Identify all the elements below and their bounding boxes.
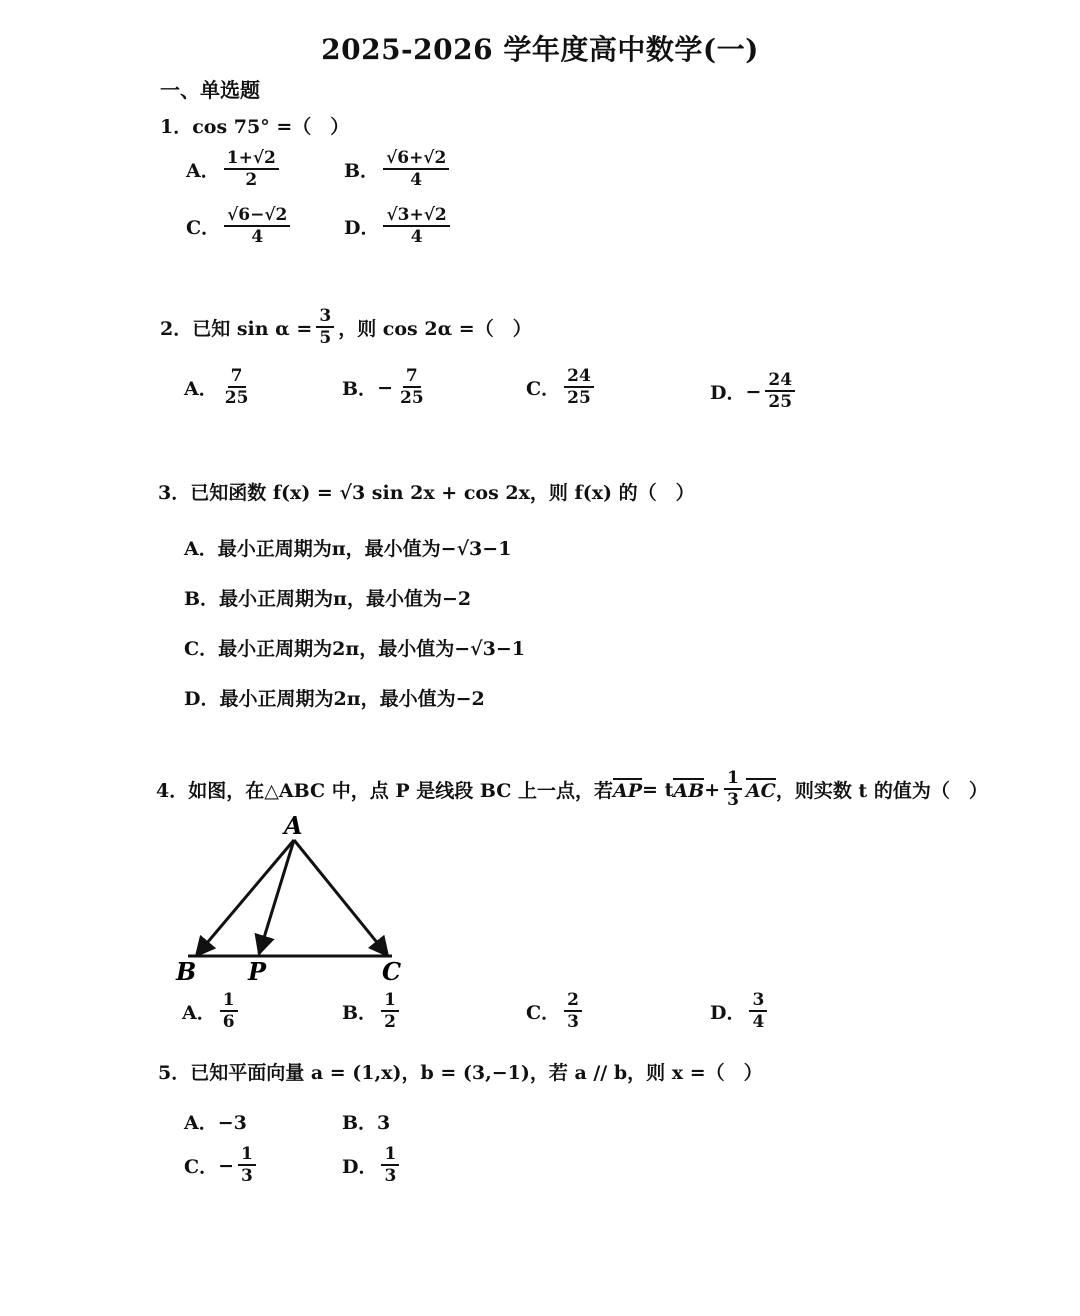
q4-option-c: [526, 990, 586, 1034]
q3-option-c: C．最小正周期为2π，最小值为−√3−1: [184, 638, 526, 660]
fraction: $\frac{7}{25}$: [399, 366, 424, 409]
q5-option-d: [342, 1144, 403, 1188]
option-label: A．: [186, 160, 220, 183]
triangle-figure: [170, 810, 420, 990]
fraction: $\frac{1}{3}$: [238, 1144, 256, 1188]
fraction: $\frac{2}{3}$: [564, 990, 582, 1034]
fraction: $\frac{√3+√2}{4}$: [383, 205, 449, 249]
arrow-ap: [259, 840, 294, 954]
q4-option-a: [182, 990, 242, 1034]
q4-option-b: [342, 990, 403, 1034]
option-label: C．: [184, 1156, 219, 1179]
arrow-ac: [294, 840, 388, 956]
option-label: D．: [342, 1156, 378, 1179]
fraction: $\frac{√6+√2}{4}$: [383, 148, 449, 192]
fraction: $\frac{1}{3}$: [724, 768, 742, 812]
q1-option-a: [186, 148, 283, 192]
fraction: $\frac{1}{3}$: [381, 1144, 399, 1188]
option-label: C．: [526, 378, 561, 401]
option-label: D．: [344, 217, 380, 240]
q5-stem: 5．已知平面向量 a = (1,x)，b = (3,−1)，若 a // b，则 x =（ ）: [158, 1062, 763, 1084]
q2-option-a: [184, 366, 255, 410]
vector-ab: AB: [673, 779, 705, 802]
vector-ac: AC: [745, 779, 776, 802]
q3-option-d: D．最小正周期为2π，最小值为−2: [184, 688, 485, 710]
q5-option-c: C． − $\frac{1}{3}$: [184, 1144, 260, 1188]
section-heading: 一、单选题: [160, 78, 260, 102]
fraction: $\frac{7}{25}$: [224, 366, 249, 409]
option-label: D．: [710, 382, 746, 405]
q2-stem: 2．已知 sin α = $\frac{3}{5}$ ，则 cos 2α =（ ）: [160, 306, 532, 349]
q2-option-b: B． − $\frac{7}{25}$: [342, 366, 431, 410]
fraction: $\frac{√6-√2}{4}$: [224, 205, 290, 249]
fraction: $\frac{3}{4}$: [749, 990, 767, 1034]
q3-stem: 3．已知函数 f(x) = √3 sin 2x + cos 2x，则 f(x) 的（ ）: [158, 482, 695, 504]
vertex-label-a: A: [284, 811, 303, 840]
fraction: $\frac{3}{5}$: [316, 306, 334, 350]
q5-option-b: B．3: [342, 1112, 391, 1134]
point-label-p: P: [248, 957, 267, 986]
option-label: B．: [344, 160, 380, 183]
fraction: $\frac{24}{25}$: [765, 370, 795, 414]
page-title: 2025-2026 学年度高中数学(一): [321, 33, 759, 66]
q1-option-b: [344, 148, 453, 192]
q2-option-c: [526, 366, 598, 410]
q2-option-d: D． − $\frac{24}{25}$: [710, 370, 799, 414]
option-label: B．: [342, 378, 378, 401]
q1-stem: 1．cos 75° =（ ）: [160, 116, 350, 138]
option-label: C．: [186, 217, 221, 240]
q4-option-d: [710, 990, 771, 1034]
option-label: A．: [182, 1002, 216, 1025]
fraction: $\frac{1+√2}{2}$: [224, 148, 279, 192]
fraction: $\frac{24}{25}$: [564, 366, 594, 410]
q4-stem: 4．如图，在△ABC 中，点 P 是线段 BC 上一点，若 AP = t AB + $\frac{1}{3}$ AC ，则实数 t 的值为（ ）: [156, 768, 988, 811]
option-label: C．: [526, 1002, 561, 1025]
q5-option-a: A．−3: [184, 1112, 247, 1134]
vector-ap: AP: [613, 779, 643, 802]
fraction: $\frac{1}{6}$: [220, 990, 238, 1034]
q3-option-a: A．最小正周期为π，最小值为−√3−1: [184, 538, 512, 560]
option-label: A．: [184, 378, 218, 401]
q1-option-d: [344, 205, 454, 249]
q3-option-b: B．最小正周期为π，最小值为−2: [184, 588, 472, 610]
q1-option-c: [186, 205, 294, 249]
arrow-ab: [196, 840, 294, 956]
option-label: D．: [710, 1002, 746, 1025]
vertex-label-b: B: [176, 957, 197, 986]
option-label: B．: [342, 1002, 378, 1025]
vertex-label-c: C: [382, 957, 402, 986]
fraction: $\frac{1}{2}$: [381, 990, 399, 1034]
